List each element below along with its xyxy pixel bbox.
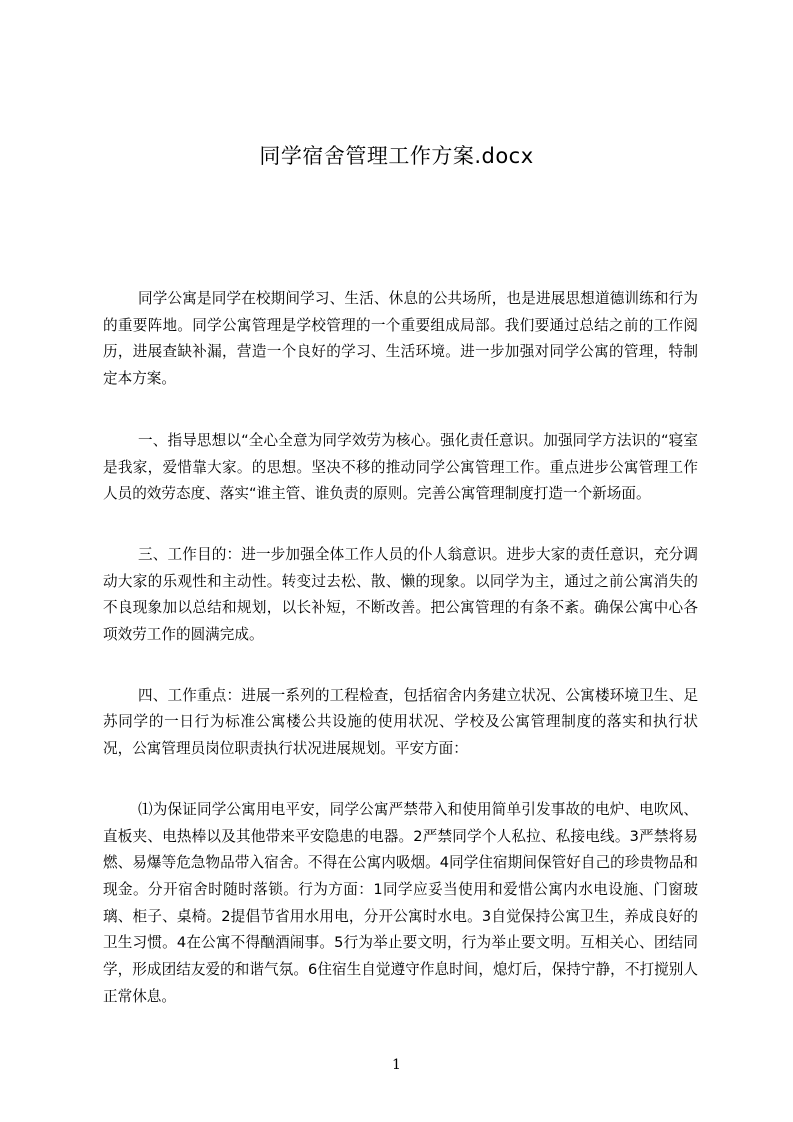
document-body [103, 286, 698, 1044]
document-title: 同学宿舍管理工作方案.docx [259, 144, 534, 168]
paragraph-intro: 同学公寓是同学在校期间学习、生活、休息的公共场所，也是进展思想道德训练和行为的重要阵地。同学公寓管理是学校管理的一个重要组成局部。我们要通过总结之前的工作阅历，进展查缺补漏，营造一个良好的学习、生活环境。进一步加强对同学公寓的管理，特制定本方案。 [103, 290, 698, 388]
paragraph-work-focus: 四、工作重点：进展一系列的工程检查，包括宿舍内务建立状况、公寓楼环境卫生、足苏同学的一日行为标准公寓楼公共设施的使用状况、学校及公寓管理制度的落实和执行状况，公寓管理员岗位职责执行状况进展规划。平安方面： [103, 686, 698, 758]
paragraph-work-goals: 三、工作目的：进一步加强全体工作人员的仆人翁意识。进步大家的责任意识，充分调动大家的乐观性和主动性。转变过去松、散、懒的现象。以同学为主，通过之前公寓消失的不良现象加以总结和规划，以长补短，不断改善。把公寓管理的有条不紊。确保公寓中心各项效劳工作的圆满完成。 [103, 545, 698, 644]
page-number: 1 [392, 1057, 401, 1073]
paragraph-safety-rules: ⑴为保证同学公寓用电平安，同学公寓严禁带入和使用简单引发事故的电炉、电吹风、直板夹、电热棒以及其他带来平安隐患的电器。2严禁同学个人私拉、私接电线。3严禁将易燃、易爆等危急物品带入宿舍。不得在公寓内吸烟。4同学住宿期间保管好自己的珍贵物品和现金。分开宿舍时随时落锁。行为方面：1同学应妥当使用和爱惜公寓内水电设施、门窗玻璃、柜子、桌椅。2提倡节省用水用电，分开公寓时水电。3自觉保持公寓卫生，养成良好的卫生习惯。4在公寓不得酗酒闹事。5行为举止要文明，行为举止要文明。互相关心、团结同学，形成团结友爱的和谐气氛。6住宿生自觉遵守作息时间，熄灯后，保持宁静，不打搅别人正常休息。 [103, 800, 698, 1005]
paragraph-guiding-ideology: 一、指导思想以“全心全意为同学效劳为核心。强化责任意识。加强同学方法识的“寝室是我家，爱惜靠大家。的思想。坚决不移的推动同学公寓管理工作。重点进步公寓管理工作人员的效劳态度、落实“谁主管、谁负责的原则。完善公寓管理制度打造一个新场面。 [103, 431, 698, 503]
